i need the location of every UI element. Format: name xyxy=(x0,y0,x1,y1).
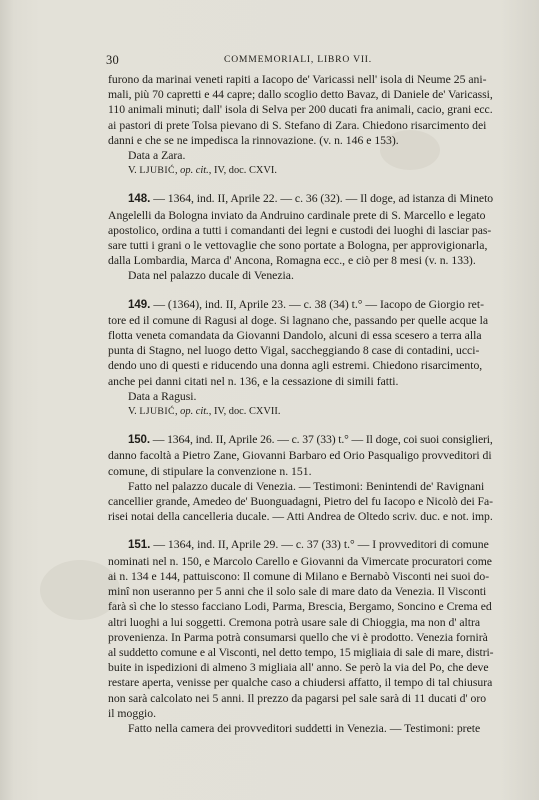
entry-text: — (1364), ind. II, Aprile 23. — c. 38 (34) t.° — Iacopo de Giorgio ret- xyxy=(153,297,484,311)
closing-line: Data a Ragusi. xyxy=(128,389,197,403)
text-line: danni e che se ne impedisca la rinnovazione. (v. n. 146 e 153). xyxy=(108,133,399,147)
text-line: 110 animali minuti; dall' isola di Selva per 200 ducati fra animali, cacio, grani ecc. xyxy=(108,103,493,117)
text-line: farà sì che lo stesso facciano Lodi, Parma, Brescia, Bergamo, Soncino e Crema ed xyxy=(108,600,492,614)
entry-first-line xyxy=(108,537,493,553)
entry-text: — 1364, ind. II, Aprile 29. — c. 37 (33) t.° — I provveditori di comune xyxy=(153,538,489,552)
page-header xyxy=(106,53,486,69)
entry-first-line xyxy=(108,191,493,207)
text-line: minî non useranno per 5 anni che il solo sale di mare dato da Venezia. Il Visconti xyxy=(108,585,487,599)
reference-line: V. LJUBIĆ, op. cit., IV, doc. CXVI. xyxy=(128,165,277,177)
entry-150 xyxy=(108,432,493,524)
text-line: ai n. 134 e 144, pattuiscono: Il comune di Milano e Bernabò Visconti nei suoi do- xyxy=(108,569,490,583)
text-line: il moggio. xyxy=(108,706,157,720)
text-line: apostolico, ordina a tutti i comandanti dei legni e custodi dei luoghi di lasciar pas- xyxy=(108,223,492,237)
text-line: mali, più 70 capretti e 44 capre; dallo scoglio detto Bavaz, di Daniele de' Varicassi, xyxy=(108,88,493,102)
text-line: Angelelli da Bologna inviato da Andruino cardinale prete di S. Marcello e legato xyxy=(108,208,486,222)
entry-number: 148. xyxy=(128,193,151,206)
text-line: dalla Lombardia, Marca d' Ancona, Romagna ecc., e ciò per 8 mesi (v. n. 133). xyxy=(108,254,476,268)
text-line: danno facoltà a Pietro Zane, Giovanni Barbaro ed Orio Pasqualigo provveditori di xyxy=(108,449,492,463)
author-name: LJUBIĆ xyxy=(139,406,175,418)
citation-abbrev: op. cit. xyxy=(180,165,209,177)
entry-text: — 1364, ind. II, Aprile 22. — c. 36 (32). — Il doge, ad istanza di Mineto xyxy=(153,192,494,206)
text-line: al suddetto comune e al Visconti, nel detto tempo, 15 migliaia di sale di mare, distri- xyxy=(108,645,494,659)
entry-number: 150. xyxy=(128,434,150,447)
reference-line: V. LJUBIĆ, op. cit., IV, doc. CXVII. xyxy=(128,406,281,418)
running-title: COMMEMORIALI, LIBRO VII. xyxy=(224,54,373,65)
text-line: provenienza. In Parma potrà consumarsi quello che vi è prodotto. Venezia fornirà xyxy=(108,630,488,644)
entry-number: 151. xyxy=(128,539,151,552)
document-body xyxy=(108,72,493,736)
entry-149 xyxy=(108,297,493,420)
preamble-block xyxy=(108,72,493,178)
text-line: ai pastori di prete Tolsa pievano di S. Stefano di Zara. Chiedono risarcimento dei xyxy=(108,118,487,132)
text-line: punta di Stagno, nel luogo detto Vigal, saccheggiando 8 case di contadini, ucci- xyxy=(108,344,480,358)
author-name: LJUBIĆ xyxy=(139,165,175,177)
citation-abbrev: op. cit. xyxy=(180,406,209,418)
closing-line: Fatto nel palazzo ducale di Venezia. — Testimoni: Benintendi de' Ravignani xyxy=(128,479,485,493)
text-line: nominati nel n. 150, e Marcolo Carello e Giovanni da Vimercate procuratori come xyxy=(108,554,492,568)
text-line: anche pei danni citati nel n. 136, e la cessazione di simili fatti. xyxy=(108,374,399,388)
entry-151 xyxy=(108,537,493,736)
entry-number: 149. xyxy=(128,298,151,311)
text-line: sare tutti i grani o le vettovaglie che sono portate a Bologna, per approvigionarla, xyxy=(108,239,488,253)
text-line: furono da marinai veneti rapiti a Iacopo de' Varicassi nell' isola di Neume 25 ani- xyxy=(108,73,487,86)
closing-line: Data nel palazzo ducale di Venezia. xyxy=(128,269,294,283)
entry-first-line xyxy=(108,297,493,313)
text-line: restare aperta, venisse per qualche caso a chiudersi affatto, il tempo di tal chiusura xyxy=(108,676,493,690)
text-line: tore ed il comune di Ragusi al doge. Si lagnano che, passando per quelle acque la xyxy=(108,313,489,327)
entry-text: — 1364, ind. II, Aprile 26. — c. 37 (33) t.° — Il doge, coi suoi consiglieri, xyxy=(152,433,493,447)
date-line: Data a Zara. xyxy=(128,149,186,163)
closing-line: Fatto nella camera dei provveditori suddetti in Venezia. — Testimoni: prete xyxy=(128,721,481,735)
closing-line: risei notai della cancelleria ducale. — Atti Andrea de Oltedo scriv. duc. e not. imp. xyxy=(108,510,493,524)
text-line: buite in ispedizioni di almeno 3 migliaia all' anno. Se però la via del Po, che deve xyxy=(108,661,489,675)
text-line: non sarà calcolato nei 5 anni. Il prezzo da pagarsi pel sale sarà di 11 ducati d' oro xyxy=(108,691,487,705)
closing-line: cancellier grande, Amedeo de' Buonguadagni, Pietro del fu Iacopo e Nicolò dei Fa- xyxy=(108,495,493,509)
text-line: dendo uno di questi e riducendo una donna agli estremi. Chiedono risarcimento, xyxy=(108,359,483,373)
entry-first-line xyxy=(108,432,493,448)
page-number: 30 xyxy=(106,53,119,67)
text-line: altri luoghi a lui soggetti. Cremona potrà usare sale di Chioggia, ma non d' altra xyxy=(108,615,481,629)
text-line: comune, di stipulare la convenzione n. 151. xyxy=(108,464,312,478)
entry-148 xyxy=(108,191,493,283)
text-line: flotta veneta comandata da Giovanni Dandolo, alcuni di essa scesero a terra alla xyxy=(108,329,482,343)
